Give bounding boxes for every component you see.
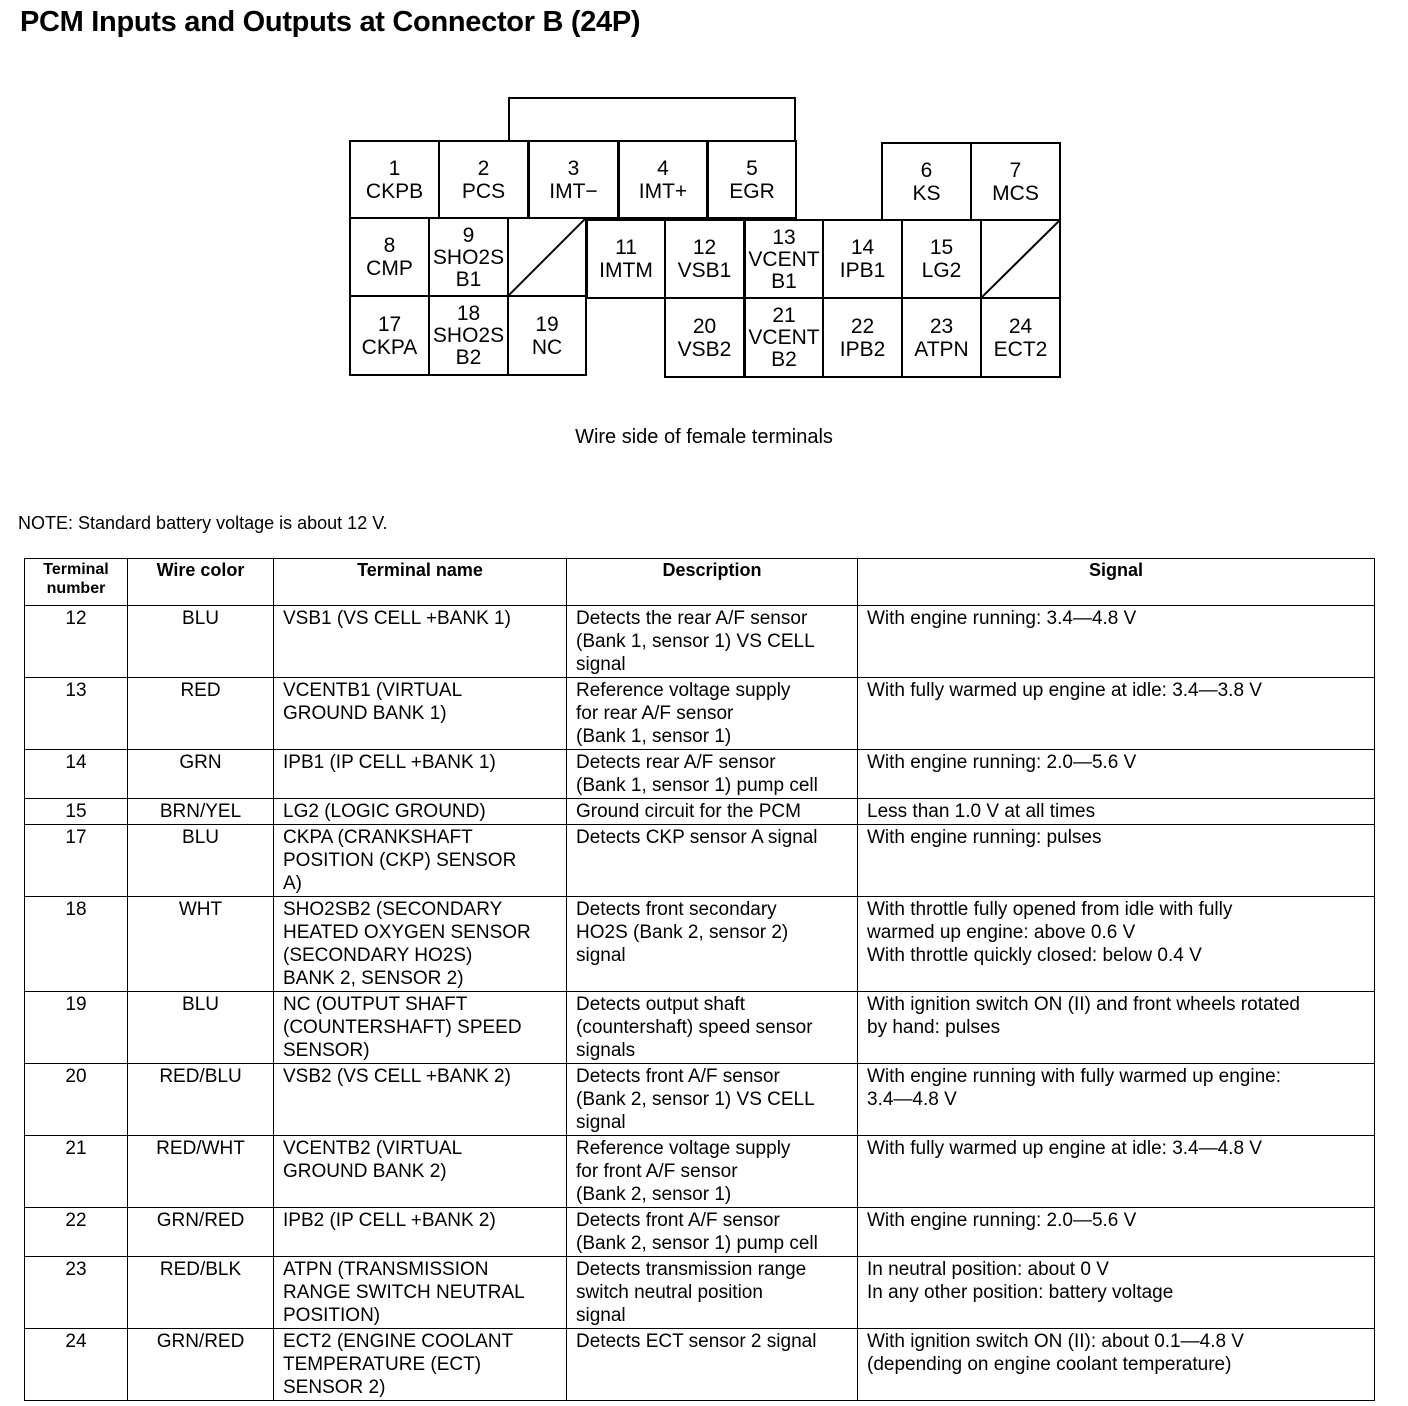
cell-terminal-name-line: (COUNTERSHAFT) SPEED	[283, 1017, 522, 1038]
cell-signal-line: With engine running: 3.4—4.8 V	[867, 608, 1137, 629]
cell-description	[567, 678, 858, 750]
cell-terminal-name	[274, 1329, 567, 1401]
cell-terminal-number: 22	[25, 1208, 128, 1257]
cell-description-line: (Bank 1, sensor 1) pump cell	[576, 775, 818, 796]
cell-terminal-name-line: POSITION)	[283, 1305, 381, 1326]
cell-description	[567, 1208, 858, 1257]
cell-description-line: Detects ECT sensor 2 signal	[576, 1331, 817, 1352]
cell-terminal-number: 24	[25, 1329, 128, 1401]
pin-label: VSB1	[677, 259, 732, 282]
cell-terminal-name-line: CKPA (CRANKSHAFT	[283, 827, 473, 848]
cell-wire-color: WHT	[128, 897, 274, 992]
cell-description-line: HO2S (Bank 2, sensor 2)	[576, 922, 789, 943]
pin-number: 9	[462, 223, 475, 247]
cell-terminal-name-line: VSB1 (VS CELL +BANK 1)	[283, 608, 511, 629]
connector-empty-cavity	[980, 219, 1061, 299]
connector-pin-1	[349, 140, 440, 219]
pin-number: 1	[388, 156, 401, 180]
cell-terminal-name	[274, 606, 567, 678]
cell-terminal-number: 13	[25, 678, 128, 750]
cell-description	[567, 897, 858, 992]
cell-signal	[858, 1257, 1375, 1329]
table-row	[25, 897, 1375, 992]
cell-signal-line: With fully warmed up engine at idle: 3.4—4.8 V	[867, 1138, 1262, 1159]
cell-signal-line: With fully warmed up engine at idle: 3.4—3.8 V	[867, 680, 1262, 701]
pin-label: CKPA	[361, 335, 418, 359]
connector-pin-21	[744, 297, 824, 378]
pin-label: IMT−	[549, 179, 598, 203]
cell-signal-line: With engine running with fully warmed up engine:	[867, 1066, 1282, 1087]
table-row	[25, 799, 1375, 825]
cell-terminal-name-line: RANGE SWITCH NEUTRAL	[283, 1282, 525, 1303]
pin-number: 6	[920, 158, 933, 182]
cell-wire-color: GRN/RED	[128, 1208, 274, 1257]
cell-terminal-name	[274, 1257, 567, 1329]
connector-pin-18	[428, 295, 509, 376]
cell-signal-line: (depending on engine coolant temperature)	[867, 1354, 1232, 1375]
pin-number: 5	[746, 156, 758, 180]
page-title: PCM Inputs and Outputs at Connector B (24P)	[20, 6, 641, 38]
cell-terminal-name-line: (SECONDARY HO2S)	[283, 945, 473, 966]
pin-label: B2	[771, 348, 797, 371]
pin-number: 13	[772, 225, 796, 249]
cell-terminal-name-line: IPB2 (IP CELL +BANK 2)	[283, 1210, 496, 1231]
cell-description	[567, 750, 858, 799]
cell-terminal-name-line: A)	[283, 873, 302, 894]
cell-terminal-name-line: TEMPERATURE (ECT)	[283, 1354, 482, 1375]
cell-description-line: (Bank 1, sensor 1)	[576, 726, 732, 747]
cell-description-line: Detects the rear A/F sensor	[576, 608, 808, 629]
cell-signal-line: by hand: pulses	[867, 1017, 1001, 1038]
table-row	[25, 606, 1375, 678]
connector-pin-11	[586, 219, 666, 299]
cell-signal-line: With engine running: 2.0—5.6 V	[867, 752, 1137, 773]
cell-description-line: (Bank 2, sensor 1)	[576, 1184, 732, 1205]
connector-pin-4	[618, 140, 708, 219]
cell-description-line: (Bank 2, sensor 1) VS CELL	[576, 1089, 815, 1110]
cell-terminal-name-line: SENSOR)	[283, 1040, 370, 1061]
cell-terminal-name-line: LG2 (LOGIC GROUND)	[283, 801, 486, 822]
empty-cavity-slash	[509, 219, 585, 295]
cell-description	[567, 825, 858, 897]
pin-number: 4	[657, 156, 669, 180]
cell-signal-line: In any other position: battery voltage	[867, 1282, 1174, 1303]
cell-description-line: signal	[576, 1305, 626, 1326]
connector-pin-13	[744, 219, 824, 299]
cell-description-line: Detects front A/F sensor	[576, 1066, 780, 1087]
cell-description	[567, 1329, 858, 1401]
cell-description-line: signal	[576, 1112, 626, 1133]
pin-number: 12	[692, 236, 717, 259]
cell-description-line: Reference voltage supply	[576, 680, 791, 701]
pin-label: SHO2S	[432, 324, 505, 347]
cell-description-line: Detects transmission range	[576, 1259, 807, 1280]
cell-description	[567, 606, 858, 678]
connector-pin-3	[528, 140, 619, 219]
table-row	[25, 678, 1375, 750]
connector-diagram	[0, 0, 1408, 420]
cell-terminal-name-line: SENSOR 2)	[283, 1377, 386, 1398]
table-row	[25, 1257, 1375, 1329]
cell-terminal-name	[274, 897, 567, 992]
cell-wire-color: BLU	[128, 992, 274, 1064]
table-row	[25, 1136, 1375, 1208]
pin-label: KS	[912, 181, 941, 205]
pin-number: 19	[535, 312, 559, 336]
pin-number: 24	[1008, 314, 1033, 338]
cell-wire-color: GRN/RED	[128, 1329, 274, 1401]
cell-terminal-number: 12	[25, 606, 128, 678]
pin-number: 2	[477, 156, 490, 180]
cell-description-line: Detects output shaft	[576, 994, 745, 1015]
connector-pin-7	[970, 142, 1061, 221]
cell-terminal-name	[274, 1136, 567, 1208]
cell-description-line: for front A/F sensor	[576, 1161, 738, 1182]
cell-signal-line: With engine running: 2.0—5.6 V	[867, 1210, 1137, 1231]
cell-terminal-name-line: VSB2 (VS CELL +BANK 2)	[283, 1066, 511, 1087]
connector-lock-tab	[508, 97, 796, 141]
cell-description-line: for rear A/F sensor	[576, 703, 734, 724]
connector-pin-8	[349, 217, 430, 297]
connector-pin-9	[428, 217, 509, 297]
cell-terminal-number: 21	[25, 1136, 128, 1208]
cell-wire-color: GRN	[128, 750, 274, 799]
pin-number: 15	[929, 236, 954, 259]
pin-label: SHO2S	[432, 245, 505, 269]
cell-terminal-number: 17	[25, 825, 128, 897]
cell-terminal-name-line: BANK 2, SENSOR 2)	[283, 968, 464, 989]
connector-pin-5	[707, 140, 797, 219]
cell-terminal-name-line: GROUND BANK 1)	[283, 703, 447, 724]
pin-label: VCENT	[748, 247, 820, 271]
cell-terminal-number: 19	[25, 992, 128, 1064]
cell-description	[567, 992, 858, 1064]
cell-wire-color: BLU	[128, 606, 274, 678]
header-signal: Signal	[858, 559, 1375, 606]
pin-label: ECT2	[993, 337, 1048, 361]
cell-terminal-number: 14	[25, 750, 128, 799]
pin-table	[24, 558, 1375, 1401]
connector-pin-6	[881, 142, 972, 221]
cell-wire-color: BRN/YEL	[128, 799, 274, 825]
cell-signal-line: With ignition switch ON (II): about 0.1—4.8 V	[867, 1331, 1244, 1352]
pin-label: IMTM	[599, 259, 653, 282]
pin-label: VSB2	[677, 337, 732, 361]
cell-terminal-number: 20	[25, 1064, 128, 1136]
pin-label: B1	[455, 267, 482, 291]
cell-terminal-name-line: VCENTB1 (VIRTUAL	[283, 680, 463, 701]
connector-pin-14	[822, 219, 903, 299]
pin-label: CKPB	[365, 179, 424, 203]
pin-label: VCENT	[748, 326, 820, 349]
pin-label: NC	[531, 335, 563, 359]
cell-description	[567, 799, 858, 825]
table-row	[25, 1208, 1375, 1257]
cell-description	[567, 1136, 858, 1208]
cell-terminal-name	[274, 799, 567, 825]
pin-number: 7	[1009, 158, 1022, 182]
connector-empty-cavity	[507, 217, 587, 297]
cell-signal-line: In neutral position: about 0 V	[867, 1259, 1109, 1280]
cell-signal	[858, 750, 1375, 799]
cell-terminal-name	[274, 1208, 567, 1257]
empty-cavity-slash	[982, 221, 1059, 297]
pin-label: B2	[455, 346, 482, 369]
pin-label: B1	[771, 269, 797, 293]
cell-terminal-name-line: ATPN (TRANSMISSION	[283, 1259, 489, 1280]
cell-description-line: (countershaft) speed sensor	[576, 1017, 813, 1038]
cell-signal	[858, 1329, 1375, 1401]
cell-signal-line: warmed up engine: above 0.6 V	[867, 922, 1136, 943]
cell-terminal-name-line: POSITION (CKP) SENSOR	[283, 850, 517, 871]
header-terminal-number: Terminal number	[25, 559, 128, 606]
connector-caption: Wire side of female terminals	[575, 426, 833, 448]
cell-terminal-name-line: NC (OUTPUT SHAFT	[283, 994, 468, 1015]
cell-wire-color: RED/BLK	[128, 1257, 274, 1329]
pin-label: ATPN	[914, 337, 969, 361]
cell-wire-color: RED/WHT	[128, 1136, 274, 1208]
cell-signal-line: With engine running: pulses	[867, 827, 1102, 848]
cell-signal	[858, 825, 1375, 897]
cell-description-line: (Bank 1, sensor 1) VS CELL	[576, 631, 815, 652]
cell-description-line: Detects rear A/F sensor	[576, 752, 776, 773]
cell-wire-color: RED	[128, 678, 274, 750]
cell-terminal-number: 18	[25, 897, 128, 992]
cell-description	[567, 1257, 858, 1329]
cell-terminal-name-line: IPB1 (IP CELL +BANK 1)	[283, 752, 496, 773]
cell-description-line: Detects front secondary	[576, 899, 777, 920]
cell-terminal-name-line: ECT2 (ENGINE COOLANT	[283, 1331, 514, 1352]
table-row	[25, 1064, 1375, 1136]
pin-number: 14	[850, 236, 875, 259]
cell-signal	[858, 992, 1375, 1064]
cell-signal-line: With throttle fully opened from idle with fully	[867, 899, 1233, 920]
cell-signal	[858, 1064, 1375, 1136]
connector-pin-22	[822, 297, 903, 378]
cell-signal	[858, 799, 1375, 825]
cell-wire-color: RED/BLU	[128, 1064, 274, 1136]
cell-terminal-name	[274, 750, 567, 799]
header-wire-color: Wire color	[128, 559, 274, 606]
pin-number: 17	[377, 312, 402, 336]
cell-description-line: Ground circuit for the PCM	[576, 801, 801, 822]
table-row	[25, 825, 1375, 897]
header-terminal-name: Terminal name	[274, 559, 567, 606]
cell-terminal-name	[274, 992, 567, 1064]
connector-pin-24	[980, 297, 1061, 378]
cell-description-line: Detects front A/F sensor	[576, 1210, 780, 1231]
cell-description-line: switch neutral position	[576, 1282, 763, 1303]
table-row	[25, 1329, 1375, 1401]
cell-wire-color: BLU	[128, 825, 274, 897]
pin-label: IPB2	[839, 337, 886, 361]
cell-description-line: Reference voltage supply	[576, 1138, 791, 1159]
cell-signal-line: Less than 1.0 V at all times	[867, 801, 1096, 822]
cell-description	[567, 1064, 858, 1136]
pin-number: 8	[383, 234, 396, 257]
connector-pin-2	[438, 140, 529, 219]
cell-signal	[858, 1136, 1375, 1208]
cell-description-line: (Bank 2, sensor 1) pump cell	[576, 1233, 818, 1254]
pin-number: 11	[615, 236, 637, 259]
cell-signal-line: With ignition switch ON (II) and front wheels rotated	[867, 994, 1300, 1015]
connector-pin-12	[664, 219, 745, 299]
pin-number: 23	[929, 314, 954, 338]
pin-label: LG2	[921, 259, 962, 282]
cell-signal-line: 3.4—4.8 V	[867, 1089, 957, 1110]
cell-terminal-number: 23	[25, 1257, 128, 1329]
cell-terminal-name-line: SHO2SB2 (SECONDARY	[283, 899, 503, 920]
cell-terminal-name	[274, 678, 567, 750]
cell-terminal-number: 15	[25, 799, 128, 825]
cell-terminal-name-line: GROUND BANK 2)	[283, 1161, 447, 1182]
pin-number: 3	[567, 156, 580, 180]
connector-pin-17	[349, 295, 430, 376]
cell-signal	[858, 606, 1375, 678]
table-row	[25, 750, 1375, 799]
cell-terminal-name	[274, 825, 567, 897]
cell-terminal-name	[274, 1064, 567, 1136]
cell-signal	[858, 678, 1375, 750]
pin-number: 21	[772, 304, 796, 327]
cell-description-line: signal	[576, 654, 626, 675]
connector-pin-19	[507, 295, 587, 376]
pin-number: 18	[456, 302, 481, 325]
cell-terminal-name-line: HEATED OXYGEN SENSOR	[283, 922, 531, 943]
table-header-row	[25, 559, 1375, 606]
pin-label: MCS	[992, 181, 1039, 205]
pin-label: PCS	[461, 179, 506, 203]
cell-description-line: Detects CKP sensor A signal	[576, 827, 818, 848]
pin-label: IPB1	[839, 259, 886, 282]
pin-label: IMT+	[638, 179, 688, 203]
pin-label: CMP	[366, 257, 413, 280]
cell-signal	[858, 1208, 1375, 1257]
cell-description-line: signals	[576, 1040, 636, 1061]
connector-pin-20	[664, 297, 745, 378]
pin-number: 22	[850, 314, 875, 338]
cell-signal-line: With throttle quickly closed: below 0.4 V	[867, 945, 1202, 966]
cell-terminal-name-line: VCENTB2 (VIRTUAL	[283, 1138, 463, 1159]
pin-number: 20	[692, 314, 717, 338]
table-row	[25, 992, 1375, 1064]
pin-label: EGR	[729, 179, 775, 203]
connector-pin-23	[901, 297, 982, 378]
cell-description-line: signal	[576, 945, 626, 966]
cell-signal	[858, 897, 1375, 992]
note-text: NOTE: Standard battery voltage is about 12 V.	[18, 513, 388, 533]
header-description: Description	[567, 559, 858, 606]
connector-pin-15	[901, 219, 982, 299]
